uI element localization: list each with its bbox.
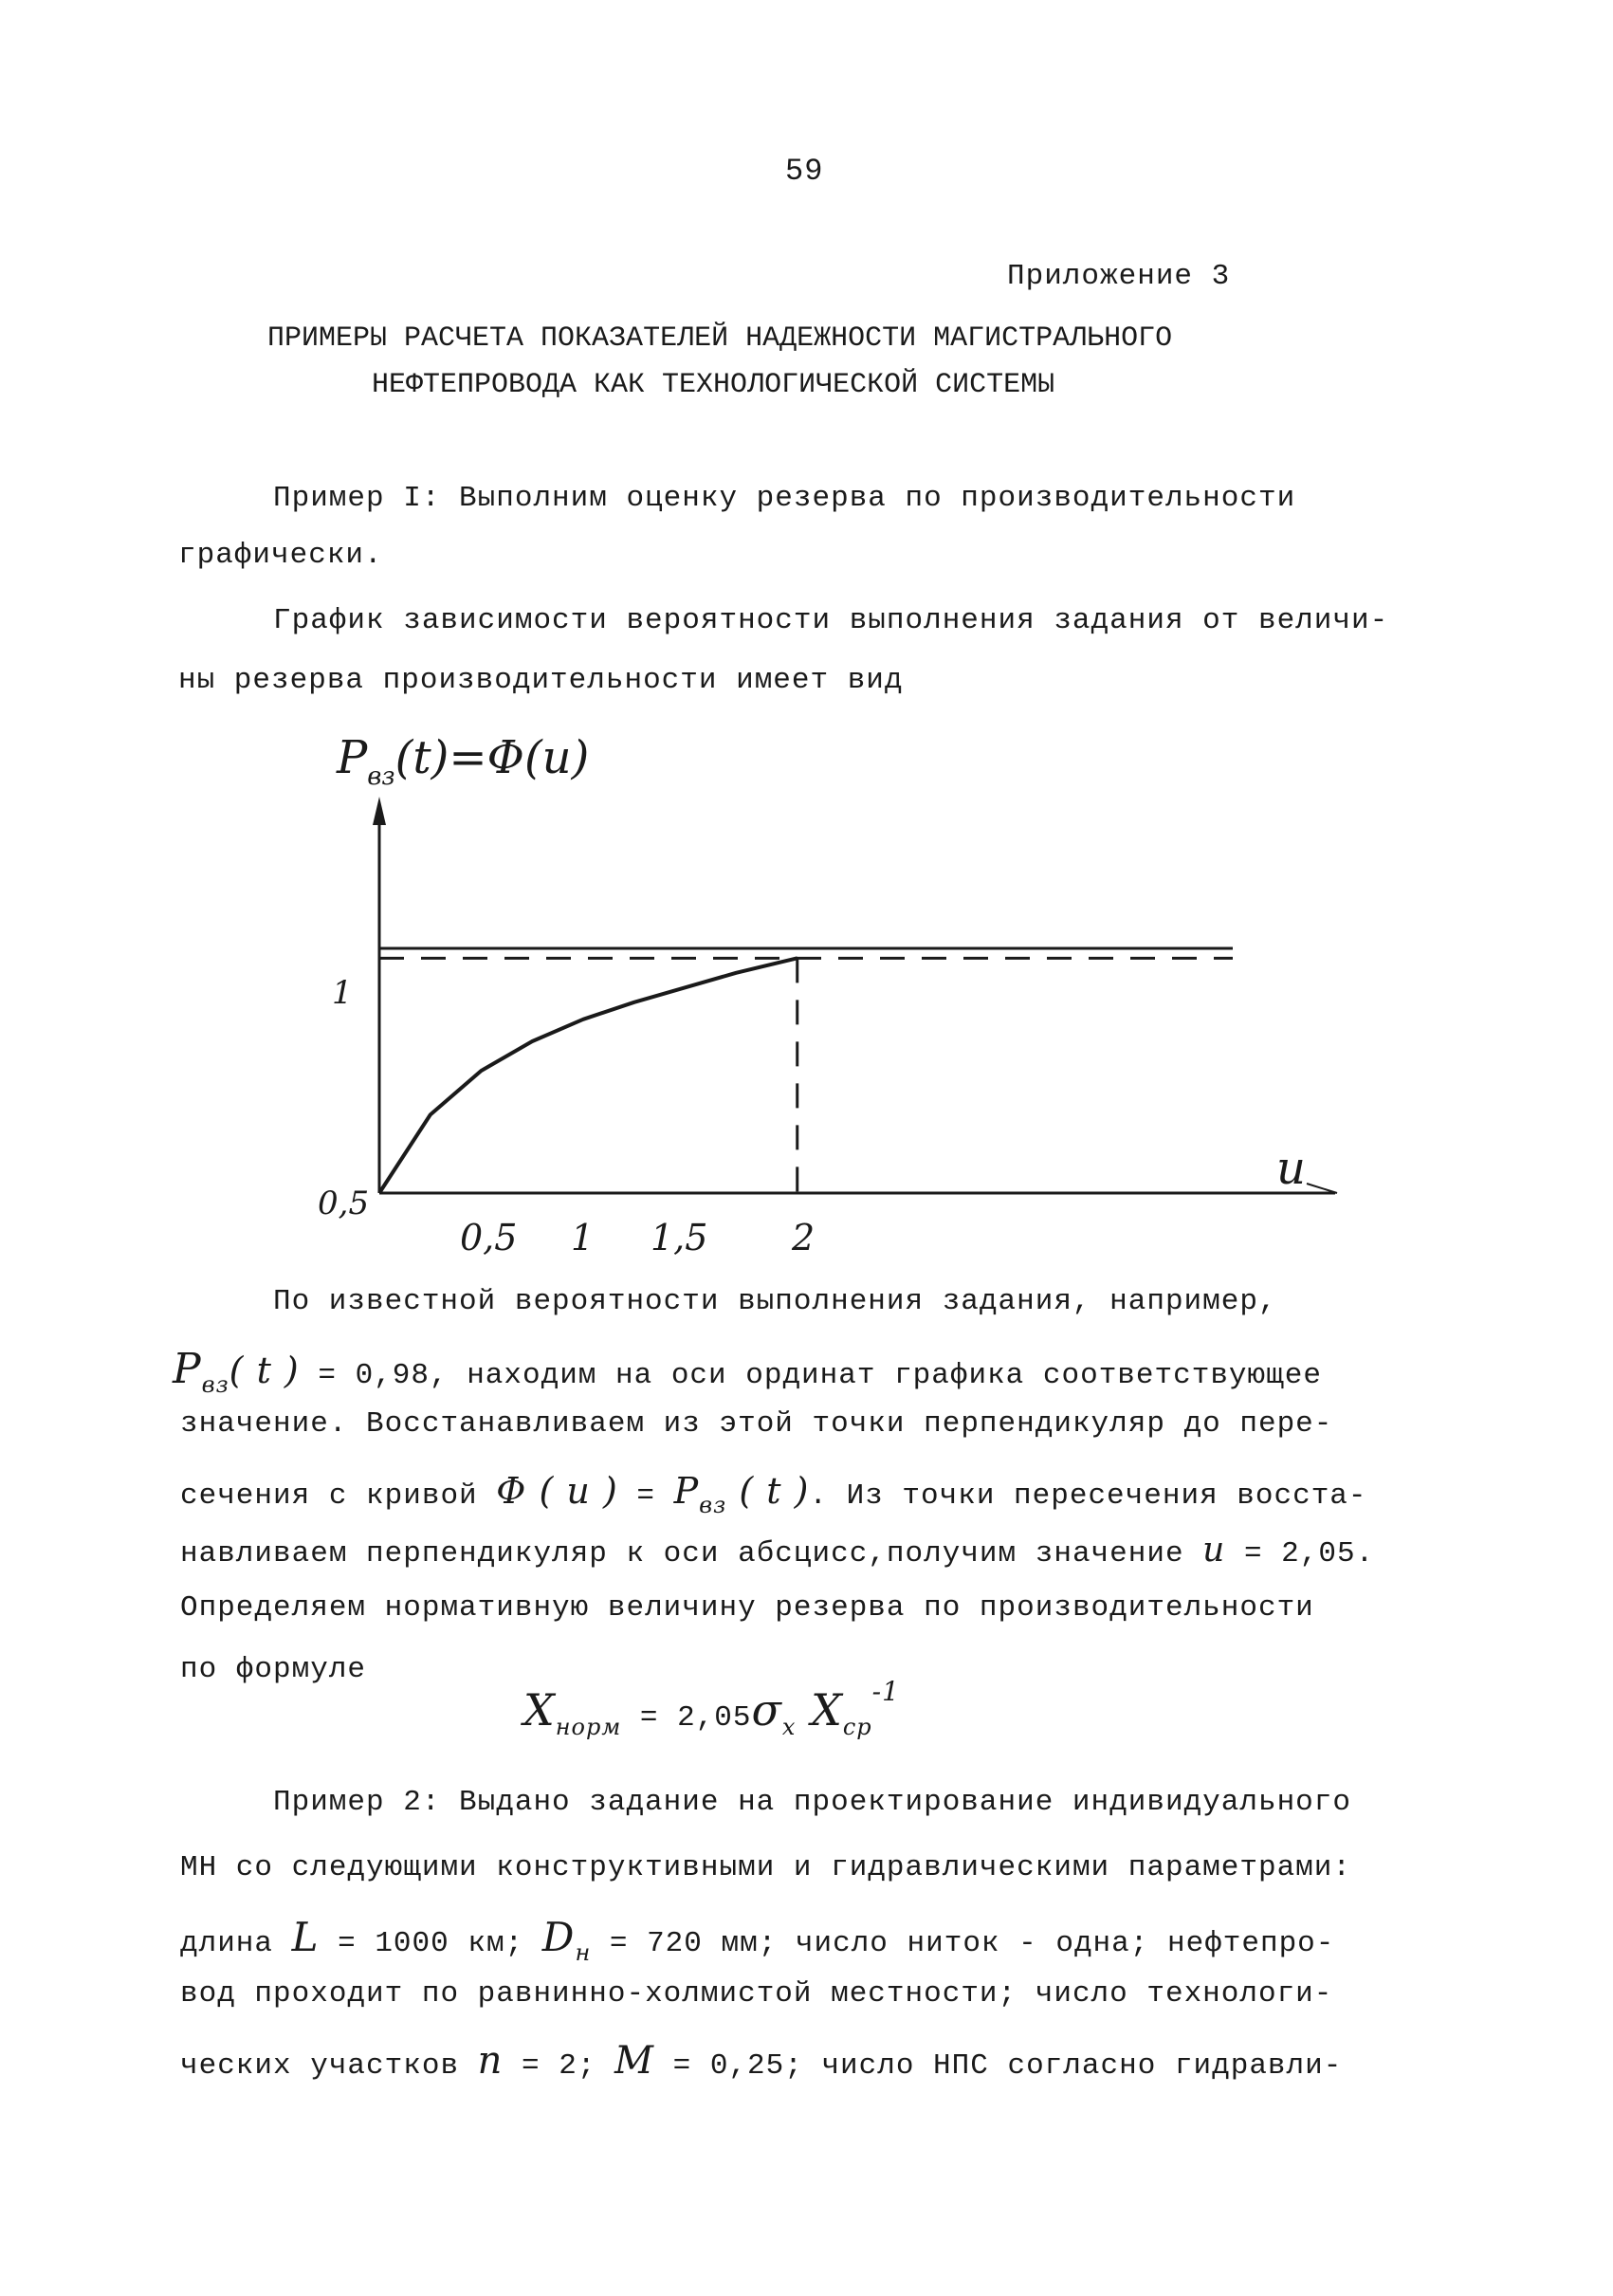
graph-intro-line-1: График зависимости вероятности выполнения задания от величи-: [273, 604, 1389, 637]
y-axis-label: [336, 731, 589, 791]
reserve-formula: [523, 1676, 900, 1740]
x-tick-label-2: 2: [792, 1217, 816, 1258]
y-label-rest: (t)=Φ(u): [394, 731, 590, 784]
paragraph-line-4-b: . Из точки пересечения восста-: [809, 1479, 1367, 1513]
paragraph-line-5: [180, 1531, 1374, 1570]
example2-line-5-b: = 2;: [503, 2049, 615, 2083]
x-tick-label-1.5: 1,5: [651, 1217, 708, 1258]
probability-curve: [379, 958, 797, 1193]
formula-exponent: -1: [871, 1676, 900, 1707]
example2-line-5-a: ческих участков: [180, 2049, 478, 2083]
example2-line-3-b: = 1000 км;: [319, 1927, 542, 1960]
p-subscript: вз: [201, 1371, 229, 1398]
p-symbol: P: [173, 1345, 202, 1393]
example2-line-5: [180, 2039, 1342, 2083]
paragraph-line-7: по формуле: [180, 1653, 367, 1686]
example2-line-3-c: = 720 мм; число ниток - одна; нефтепро-: [591, 1927, 1335, 1960]
x-tick-label-0.5: 0,5: [460, 1217, 518, 1258]
formula-eq: = 2,05: [621, 1701, 752, 1735]
title-line-2: НЕФТЕПРОВОДА КАК ТЕХНОЛОГИЧЕСКОЙ СИСТЕМЫ: [372, 369, 1055, 401]
y-label-lead: P: [337, 731, 368, 784]
paragraph-line-2: [173, 1345, 1322, 1398]
graph-intro-line-2: ны резерва производительности имеет вид: [178, 664, 904, 697]
y-axis-arrow: [373, 797, 386, 825]
u-value: = 2,05.: [1225, 1537, 1375, 1570]
x-tick-label-1: 1: [571, 1217, 595, 1258]
y-tick-label-1: 1: [332, 974, 353, 1012]
paragraph-line-3: значение. Восстанавливаем из этой точки перпендикуляр до пере-: [180, 1407, 1333, 1441]
page-number: 59: [785, 154, 824, 189]
length-symbol: L: [291, 1914, 320, 1960]
example2-line-5-c: = 0,25; число НПС согласно гидравли-: [654, 2049, 1343, 2083]
p-symbol-2: P: [673, 1470, 700, 1512]
p-argument: ( t ): [229, 1350, 300, 1391]
formula-x: X: [523, 1684, 556, 1736]
paragraph-line-4: [180, 1470, 1367, 1518]
n-symbol: n: [477, 2039, 504, 2083]
title-line-1: ПРИМЕРЫ РАСЧЕТА ПОКАЗАТЕЛЕЙ НАДЕЖНОСТИ МАГИСТРАЛЬНОГО: [267, 322, 1173, 355]
paragraph-line-2-text: = 0,98, находим на оси ординат графика соответствующее: [299, 1359, 1322, 1392]
example2-line-2: МН со следующими конструктивными и гидравлическими параметрами:: [180, 1851, 1351, 1884]
p-argument-2: ( t ): [726, 1470, 810, 1512]
example2-line-4: вод проходит по равнинно-холмистой местности; число технологи-: [180, 1977, 1333, 2011]
example1-line-2: графически.: [178, 539, 383, 572]
example1-line-1: Пример I: Выполним оценку резерва по производительности: [273, 482, 1296, 515]
formula-sigma: σ: [751, 1684, 782, 1736]
appendix-label: Приложение 3: [1007, 260, 1231, 293]
m-symbol: M: [614, 2039, 655, 2083]
formula-x-sub: норм: [555, 1714, 622, 1740]
phi-symbol: Φ ( u ): [496, 1470, 618, 1512]
p-subscript-2: вз: [699, 1492, 727, 1518]
formula-x2: X: [796, 1684, 843, 1736]
example2-line-3: [180, 1914, 1335, 1966]
y-label-sub: вз: [367, 762, 395, 791]
y-tick-label-0.5: 0,5: [318, 1185, 370, 1222]
paragraph-eq: =: [617, 1479, 674, 1513]
formula-x2-sub: ср: [842, 1714, 872, 1740]
paragraph-line-5-text: навливаем перпендикуляр к оси абсцисс,получим значение: [180, 1537, 1203, 1570]
paragraph-line-4-a: сечения с кривой: [180, 1479, 497, 1513]
example2-line-3-a: длина: [180, 1927, 292, 1960]
x-axis-label: u: [1276, 1142, 1306, 1195]
diameter-sub: н: [575, 1939, 592, 1966]
formula-sigma-sub: x: [781, 1714, 797, 1740]
paragraph-line-6: Определяем нормативную величину резерва по производительности: [180, 1591, 1314, 1625]
diameter-symbol: D: [541, 1914, 576, 1960]
paragraph-line-1: По известной вероятности выполнения задания, например,: [273, 1285, 1277, 1318]
example2-line-1: Пример 2: Выдано задание на проектирование индивидуального: [273, 1786, 1351, 1819]
u-symbol: u: [1202, 1531, 1226, 1570]
